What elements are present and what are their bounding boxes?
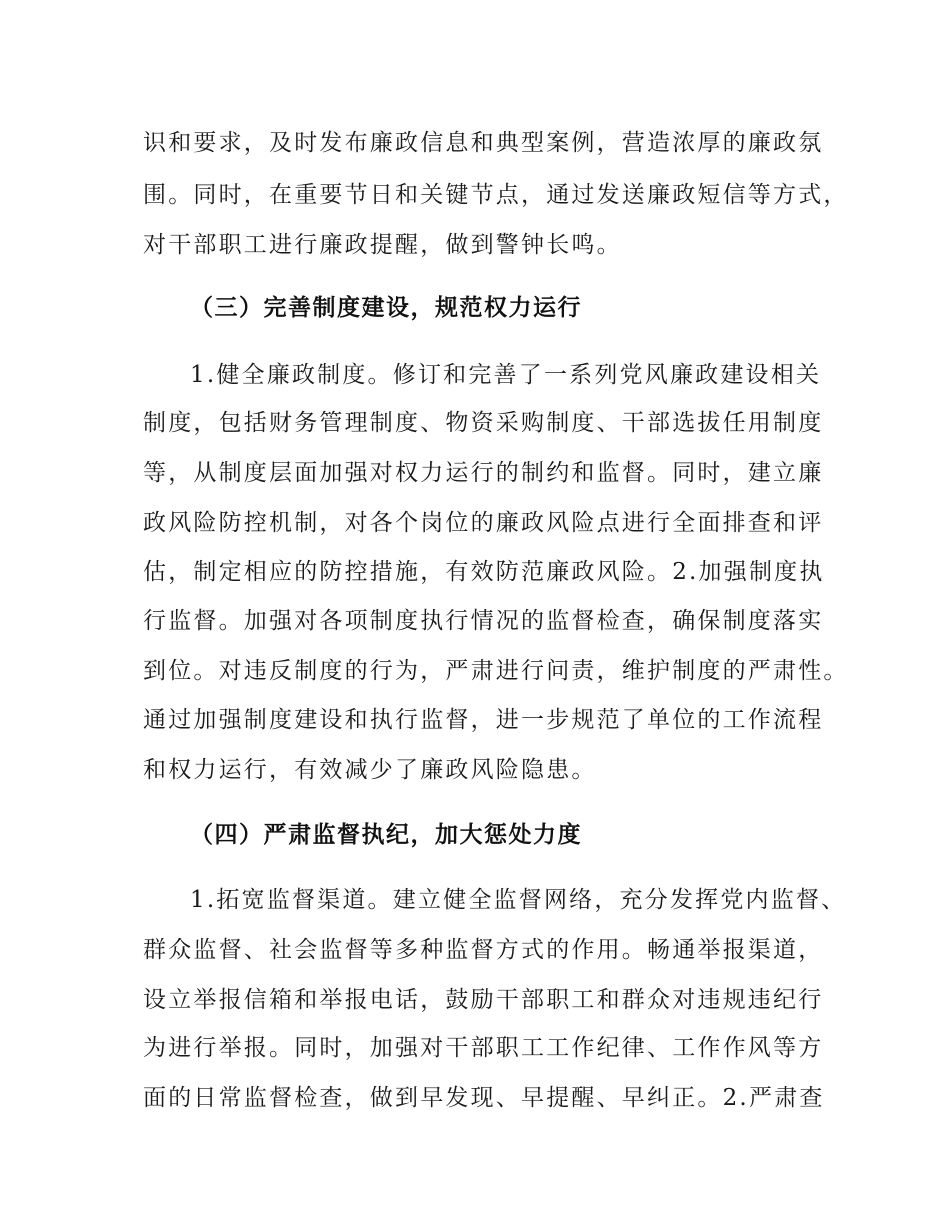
paragraph-line: 和权力运行，有效减少了廉政风险隐患。 — [143, 757, 597, 783]
paragraph-line: 群众监督、社会监督等多种监督方式的作用。畅通举报渠道， — [143, 937, 824, 963]
paragraph-line: 对干部职工进行廉政提醒，做到警钟长鸣。 — [143, 232, 622, 258]
paragraph-line: 通过加强制度建设和执行监督，进一步规范了单位的工作流程 — [143, 707, 824, 733]
paragraph-line: 围。同时，在重要节日和关键节点，通过发送廉政短信等方式， — [143, 182, 849, 208]
paragraph-line: 到位。对违反制度的行为，严肃进行问责，维护制度的严肃性。 — [143, 658, 849, 684]
paragraph-line: 1.拓宽监督渠道。建立健全监督网络，充分发挥党内监督、 — [190, 887, 847, 913]
paragraph-line: 制度，包括财务管理制度、物资采购制度、干部选拔任用制度 — [143, 410, 824, 436]
section-heading-3: （三）完善制度建设，规范权力运行 — [190, 295, 582, 321]
paragraph-line: 为进行举报。同时，加强对干部职工工作纪律、工作作风等方 — [143, 1035, 824, 1061]
paragraph-line: 1.健全廉政制度。修订和完善了一系列党风廉政建设相关 — [190, 362, 822, 388]
section-heading-4: （四）严肃监督执纪，加大惩处力度 — [190, 822, 582, 848]
paragraph-line: 政风险防控机制，对各个岗位的廉政风险点进行全面排查和评 — [143, 510, 824, 536]
paragraph-line: 估，制定相应的防控措施，有效防范廉政风险。2.加强制度执 — [143, 559, 825, 585]
paragraph-line: 等，从制度层面加强对权力运行的制约和监督。同时，建立廉 — [143, 460, 824, 486]
paragraph-line: 设立举报信箱和举报电话，鼓励干部职工和群众对违规违纪行 — [143, 987, 824, 1013]
paragraph-line: 识和要求，及时发布廉政信息和典型案例，营造浓厚的廉政氛 — [143, 130, 824, 156]
paragraph-line: 行监督。加强对各项制度执行情况的监督检查，确保制度落实 — [143, 608, 824, 634]
paragraph-line: 面的日常监督检查，做到早发现、早提醒、早纠正。2.严肃查 — [143, 1085, 825, 1111]
